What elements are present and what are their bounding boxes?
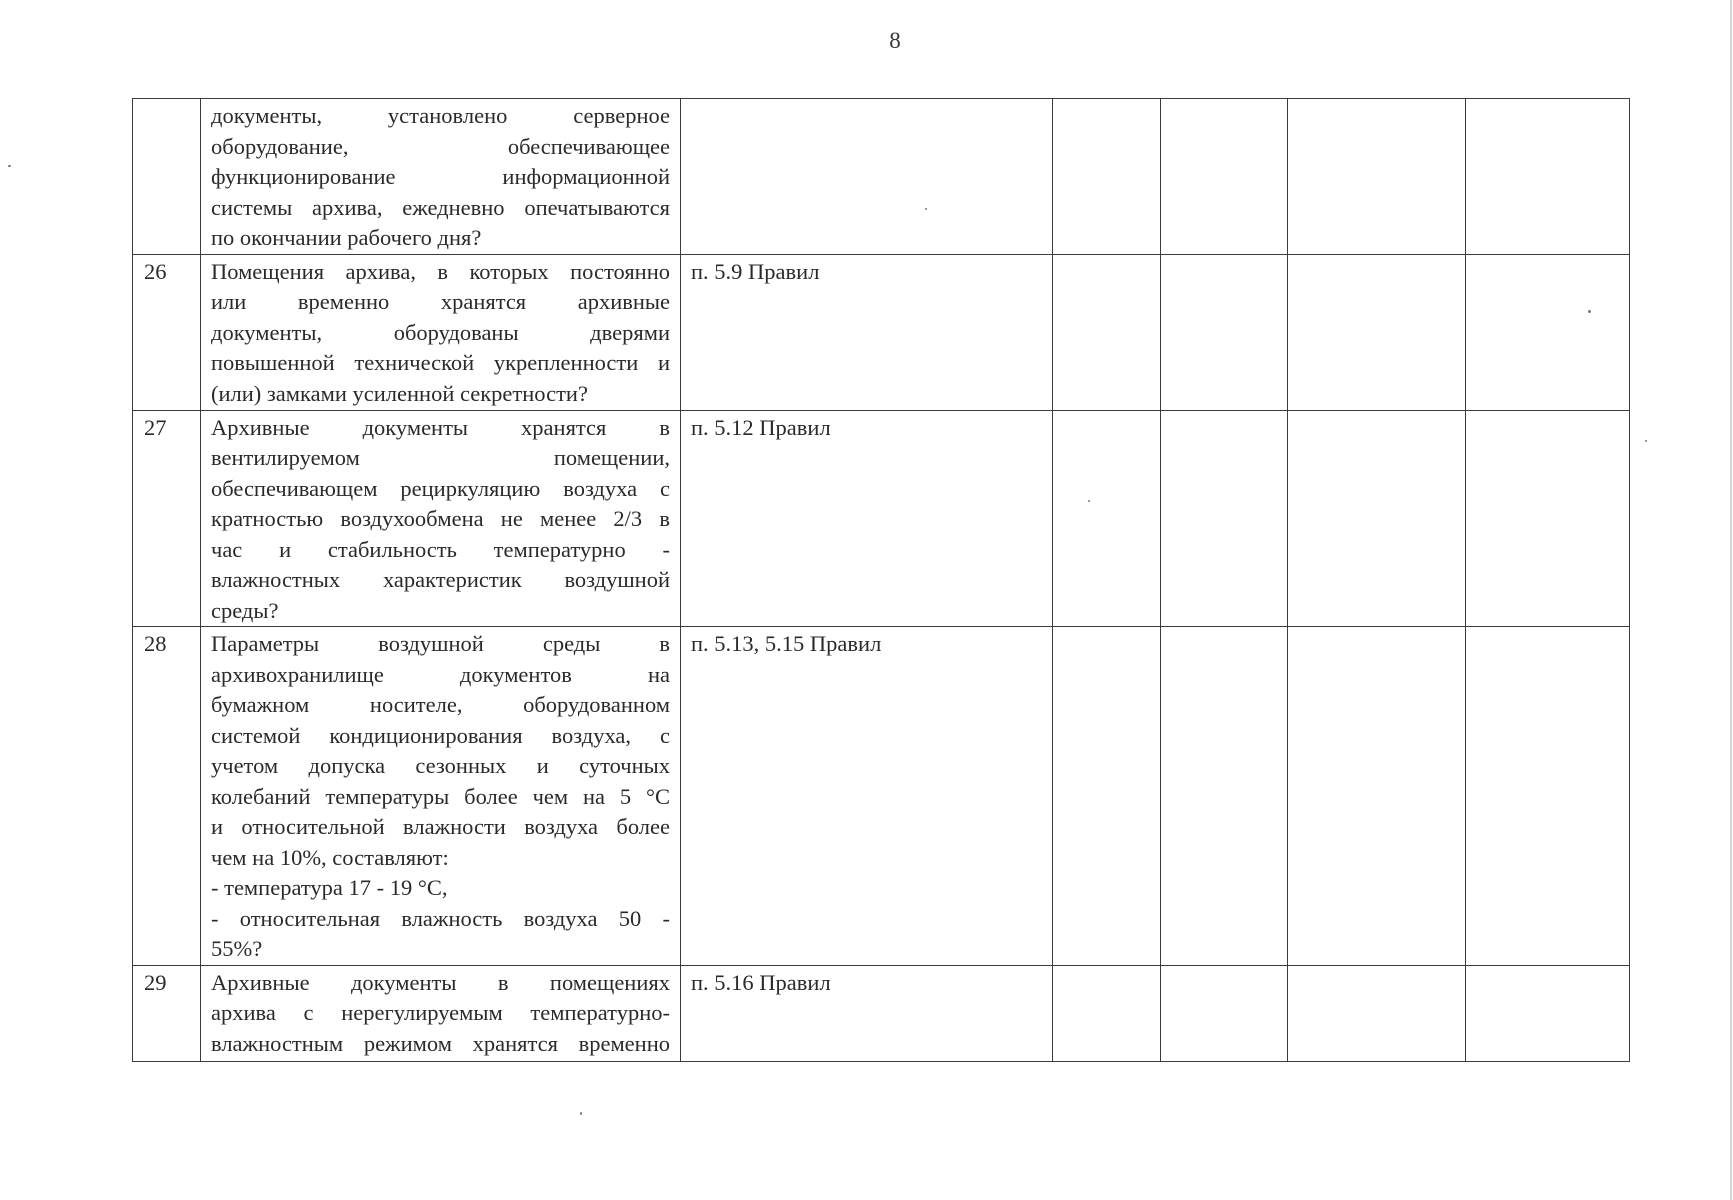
question-cell <box>201 410 681 627</box>
question-cell <box>201 965 681 1061</box>
table-row <box>133 254 1630 410</box>
row-number-cell: 29 <box>133 965 201 1061</box>
question-line: чем на 10%, составляют: <box>211 844 449 870</box>
reference-cell: п. 5.13, 5.15 Правил <box>681 627 1053 966</box>
scan-speck <box>925 208 927 210</box>
empty-cell <box>1161 410 1288 627</box>
reference-cell: п. 5.9 Правил <box>681 254 1053 410</box>
empty-cell <box>1161 99 1288 255</box>
empty-cell <box>1288 99 1466 255</box>
question-line: 55%? <box>211 936 263 961</box>
question-line: час и стабильность температурно - <box>211 536 670 562</box>
table-row <box>133 627 1630 966</box>
row-number-cell: 26 <box>133 254 201 410</box>
reference-cell <box>681 99 1053 255</box>
table-row <box>133 410 1630 627</box>
table-row <box>133 99 1630 255</box>
question-line: по окончании рабочего дня? <box>211 225 482 250</box>
question-line: вентилируемом помещении, <box>211 445 670 470</box>
scan-speck <box>1088 500 1090 502</box>
question-line: системой кондиционирования воздуха, с <box>211 722 670 748</box>
empty-cell <box>1466 965 1630 1061</box>
empty-cell <box>1161 254 1288 410</box>
empty-cell <box>1161 627 1288 966</box>
empty-cell <box>1466 627 1630 966</box>
question-line: архива с нерегулируемым температурно- <box>211 1000 670 1025</box>
question-line: Помещения архива, в которых постоянно <box>211 258 670 284</box>
empty-cell <box>1288 965 1466 1061</box>
scan-edge-line <box>1730 0 1732 1200</box>
row-number-cell: 27 <box>133 410 201 627</box>
row-number-cell <box>133 99 201 255</box>
question-line: учетом допуска сезонных и суточных <box>211 753 670 778</box>
reference-cell: п. 5.16 Правил <box>681 965 1053 1061</box>
empty-cell <box>1053 99 1161 255</box>
question-cell <box>201 254 681 410</box>
empty-cell <box>1161 965 1288 1061</box>
question-line: кратностью воздухообмена не менее 2/3 в <box>211 506 670 531</box>
question-line: - относительная влажность воздуха 50 - <box>211 905 670 931</box>
question-line: Архивные документы в помещениях <box>211 969 670 995</box>
question-line: или временно хранятся архивные <box>211 289 670 314</box>
question-line: и относительной влажности воздуха более <box>211 814 670 839</box>
question-line: документы, установлено серверное <box>211 103 670 128</box>
empty-cell <box>1053 410 1161 627</box>
question-line: среды? <box>211 597 279 623</box>
question-cell <box>201 99 681 255</box>
reference-cell: п. 5.12 Правил <box>681 410 1053 627</box>
scan-speck <box>1645 440 1647 442</box>
question-line: оборудование, обеспечивающее <box>211 133 670 159</box>
question-line: обеспечивающем рециркуляцию воздуха с <box>211 475 670 501</box>
question-line: повышенной технической укрепленности и <box>211 350 670 375</box>
checklist-table <box>132 98 1630 1062</box>
question-line: влажностных характеристик воздушной <box>211 567 670 592</box>
question-line: бумажном носителе, оборудованном <box>211 692 670 717</box>
question-line: архивохранилище документов на <box>211 661 670 687</box>
question-line: влажностным режимом хранятся временно <box>211 1030 670 1056</box>
empty-cell <box>1288 627 1466 966</box>
empty-cell <box>1288 410 1466 627</box>
scan-speck <box>1588 310 1591 313</box>
table-row <box>133 965 1630 1061</box>
question-line: (или) замками усиленной секретности? <box>211 380 588 406</box>
question-line: - температура 17 - 19 °С, <box>211 875 448 900</box>
empty-cell <box>1053 254 1161 410</box>
page-number: 8 <box>889 28 901 53</box>
empty-cell <box>1288 254 1466 410</box>
question-line: Параметры воздушной среды в <box>211 631 670 656</box>
question-line: колебаний температуры более чем на 5 °С <box>211 783 670 809</box>
row-number-cell: 28 <box>133 627 201 966</box>
scan-speck <box>580 1112 582 1115</box>
empty-cell <box>1466 99 1630 255</box>
empty-cell <box>1466 254 1630 410</box>
scan-speck <box>8 165 11 167</box>
empty-cell <box>1053 627 1161 966</box>
question-line: документы, оборудованы дверями <box>211 319 670 345</box>
question-cell <box>201 627 681 966</box>
question-line: системы архива, ежедневно опечатываются <box>211 194 670 220</box>
question-line: Архивные документы хранятся в <box>211 414 670 440</box>
question-line: функционирование информационной <box>211 164 670 189</box>
empty-cell <box>1053 965 1161 1061</box>
empty-cell <box>1466 410 1630 627</box>
